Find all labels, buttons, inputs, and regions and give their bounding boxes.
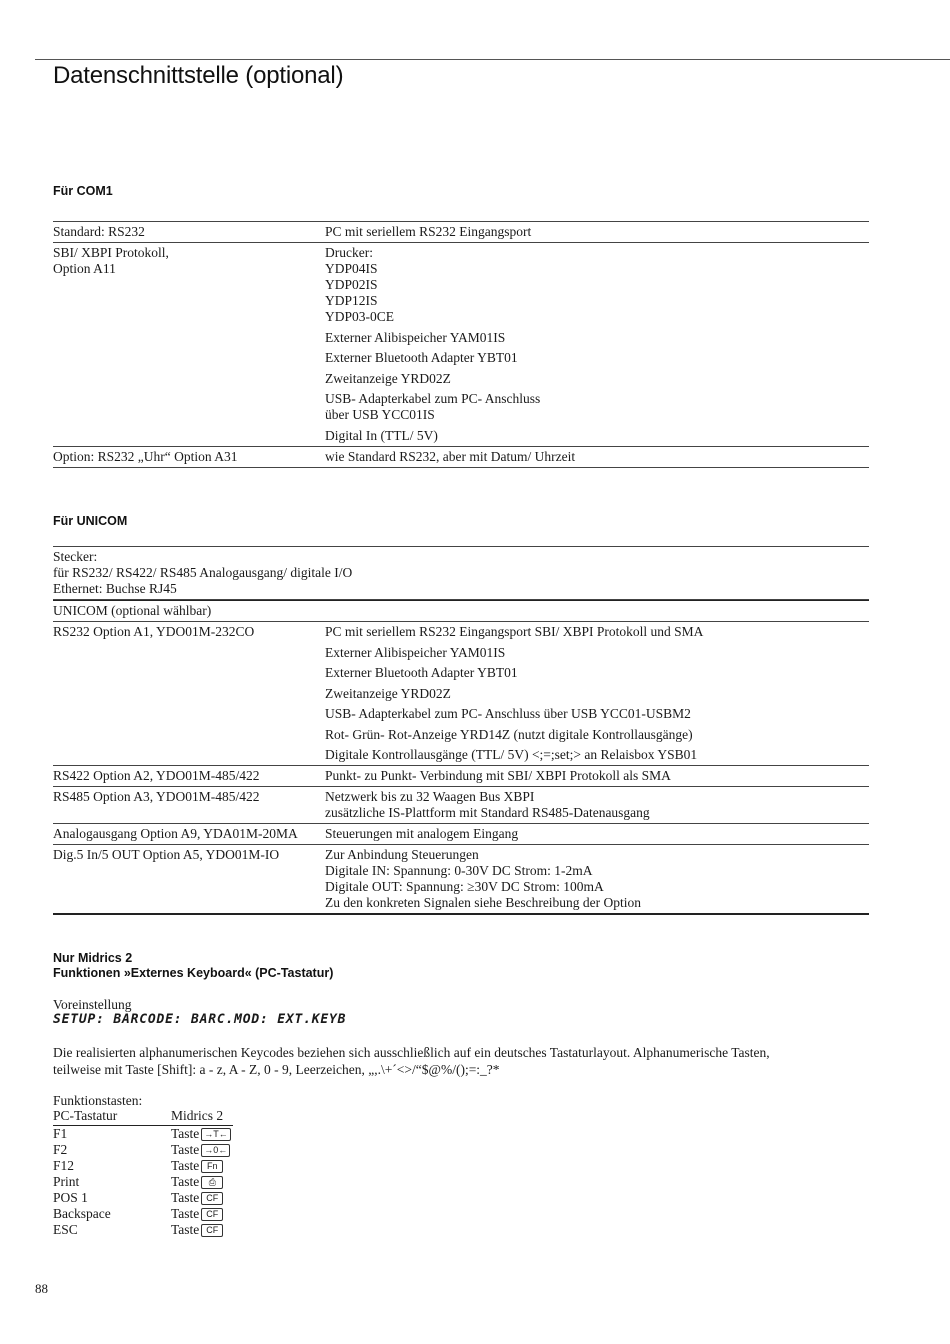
function-key-row	[53, 1126, 233, 1142]
pc-key-name: ESC	[53, 1222, 78, 1237]
row-label-line: Analogausgang Option A9, YDA01M-20MA	[53, 826, 298, 841]
table-row	[53, 622, 869, 766]
key-prefix: Taste	[171, 1126, 200, 1141]
function-key-row	[53, 1142, 233, 1158]
function-key-row	[53, 1222, 233, 1238]
value-line: YDP02IS	[325, 277, 378, 292]
value-line: USB- Adapterkabel zum PC- Anschluss	[325, 391, 541, 406]
unicom-optional-label: UNICOM (optional wählbar)	[53, 603, 212, 618]
value-line: Externer Alibispeicher YAM01IS	[325, 329, 506, 345]
table-row	[53, 766, 869, 787]
value-group	[325, 428, 869, 444]
value-group	[325, 224, 869, 240]
function-keys-header	[53, 1108, 233, 1126]
row-label	[53, 245, 323, 277]
table-row	[53, 824, 869, 845]
row-value	[325, 787, 869, 823]
pc-key-name: F1	[53, 1126, 68, 1141]
unicom-table	[53, 546, 869, 915]
value-line: zusätzliche IS-Plattform mit Standard RS485-Datenausgang	[325, 805, 650, 820]
value-group	[325, 245, 869, 325]
row-value	[325, 447, 869, 467]
page-title: Datenschnittstelle (optional)	[53, 62, 344, 89]
value-line: PC mit seriellem RS232 Eingangsport	[325, 224, 532, 239]
function-key-row	[53, 1174, 233, 1190]
col-pc-header: PC-Tastatur	[53, 1108, 118, 1123]
table-row	[53, 845, 869, 915]
key-prefix: Taste	[171, 1158, 200, 1173]
value-line: Digitale IN: Spannung: 0-30V DC Strom: 1-2mA	[325, 863, 593, 878]
row-label	[53, 768, 323, 784]
row-value	[325, 766, 869, 786]
value-group	[325, 727, 869, 743]
key-symbol-icon: →0←	[201, 1144, 230, 1157]
midrics-key	[171, 1190, 223, 1206]
value-line: Punkt- zu Punkt- Verbindung mit SBI/ XBPI Protokoll als SMA	[325, 768, 671, 783]
value-line: wie Standard RS232, aber mit Datum/ Uhrzeit	[325, 448, 576, 464]
value-group	[325, 624, 869, 640]
row-value	[325, 824, 869, 844]
function-keys-table	[53, 1108, 233, 1238]
table-row	[53, 787, 869, 824]
value-line: Drucker:	[325, 245, 373, 260]
value-line: Netzwerk bis zu 32 Waagen Bus XBPI	[325, 789, 535, 804]
key-prefix: Taste	[171, 1142, 200, 1157]
value-group	[325, 350, 869, 366]
value-line: Digital In (TTL/ 5V)	[325, 427, 438, 443]
key-prefix: Taste	[171, 1174, 200, 1189]
pc-key-name: F12	[53, 1158, 75, 1173]
value-line: Externer Bluetooth Adapter YBT01	[325, 665, 518, 680]
row-value	[325, 845, 869, 913]
function-key-row	[53, 1158, 233, 1174]
midrics-key	[171, 1206, 223, 1222]
value-group	[325, 391, 869, 423]
function-keys-label: Funktionstasten:	[53, 1093, 143, 1108]
value-line: Zweitanzeige YRD02Z	[325, 685, 451, 701]
row-label-line: RS422 Option A2, YDO01M-485/422	[53, 768, 260, 783]
value-line: Digitale Kontrollausgänge (TTL/ 5V) <;=;set;> an Relaisbox YSB01	[325, 747, 698, 762]
value-group	[325, 330, 869, 346]
row-label	[53, 449, 323, 465]
description-line-2: teilweise mit Taste [Shift]: a - z, A - Z, 0 - 9, Leerzeichen, „,.\+´<>/“$@%/();=:_?*	[53, 1062, 500, 1077]
pc-key-name: F2	[53, 1142, 68, 1157]
col-midrics-header: Midrics 2	[171, 1108, 224, 1123]
value-line: Digitale OUT: Spannung: ≥30V DC Strom: 100mA	[325, 879, 604, 894]
value-group	[325, 706, 869, 722]
row-value	[325, 243, 869, 446]
unicom-intro-line: Ethernet: Buchse RJ45	[53, 581, 177, 596]
unicom-optional-row	[53, 600, 869, 622]
pc-key-name: Print	[53, 1174, 80, 1189]
key-symbol-icon: CF	[201, 1192, 223, 1205]
row-value	[325, 622, 869, 765]
key-symbol-icon: Fn	[201, 1160, 223, 1173]
midrics-key	[171, 1126, 231, 1142]
row-label-line: RS232 Option A1, YDO01M-232CO	[53, 624, 255, 639]
unicom-intro-line: für RS232/ RS422/ RS485 Analogausgang/ digitale I/O	[53, 565, 353, 580]
value-line: Externer Alibispeicher YAM01IS	[325, 644, 506, 660]
table-row	[53, 447, 869, 468]
value-line: YDP12IS	[325, 293, 378, 308]
value-line: Zweitanzeige YRD02Z	[325, 370, 451, 386]
value-group	[325, 768, 869, 784]
key-prefix: Taste	[171, 1190, 200, 1205]
pc-key-name: POS 1	[53, 1190, 88, 1205]
top-rule	[35, 59, 950, 60]
preset-path: SETUP: BARCODE: BARC.MOD: EXT.KEYB	[53, 1012, 347, 1027]
value-group	[325, 371, 869, 387]
midrics-key	[171, 1158, 223, 1174]
row-label	[53, 224, 323, 240]
value-group	[325, 686, 869, 702]
table-row	[53, 243, 869, 447]
unicom-intro-line: Stecker:	[53, 549, 98, 564]
key-symbol-icon: CF	[201, 1208, 223, 1221]
value-line: USB- Adapterkabel zum PC- Anschluss über USB YCC01-USBM2	[325, 706, 691, 721]
row-label-line: Option: RS232 „Uhr“ Option A31	[53, 448, 238, 464]
row-label-line: Dig.5 In/5 OUT Option A5, YDO01M-IO	[53, 847, 280, 862]
row-value	[325, 222, 869, 242]
midrics-key	[171, 1222, 223, 1238]
midrics-heading: Nur Midrics 2	[53, 951, 133, 965]
row-label	[53, 847, 323, 863]
unicom-intro-row	[53, 546, 869, 600]
page-number: 88	[35, 1281, 48, 1296]
table-row	[53, 221, 869, 243]
row-label-line: Option A11	[53, 261, 116, 276]
value-group	[325, 747, 869, 763]
value-line: PC mit seriellem RS232 Eingangsport SBI/ XBPI Protokoll und SMA	[325, 624, 704, 639]
value-line: YDP03-0CE	[325, 309, 395, 324]
com1-table	[53, 221, 869, 468]
function-key-row	[53, 1190, 233, 1206]
pc-key-name: Backspace	[53, 1206, 111, 1221]
key-symbol-icon: →T←	[201, 1128, 231, 1141]
midrics-key	[171, 1142, 230, 1158]
key-prefix: Taste	[171, 1206, 200, 1221]
value-line: Steuerungen mit analogem Eingang	[325, 826, 519, 841]
preset-label: Voreinstellung	[53, 997, 132, 1012]
value-line: über USB YCC01IS	[325, 407, 435, 422]
row-label	[53, 826, 323, 842]
value-group	[325, 665, 869, 681]
value-line: Zur Anbindung Steuerungen	[325, 847, 479, 862]
value-group	[325, 449, 869, 465]
value-group	[325, 789, 869, 821]
key-prefix: Taste	[171, 1222, 200, 1237]
unicom-heading: Für UNICOM	[53, 514, 128, 528]
row-label-line: RS485 Option A3, YDO01M-485/422	[53, 789, 260, 804]
value-line: Externer Bluetooth Adapter YBT01	[325, 350, 518, 365]
value-group	[325, 826, 869, 842]
value-line: Rot- Grün- Rot-Anzeige YRD14Z (nutzt digitale Kontrollausgänge)	[325, 726, 693, 742]
com1-heading: Für COM1	[53, 184, 113, 198]
description-line-1: Die realisierten alphanumerischen Keycodes beziehen sich ausschließlich auf ein deutsches Tastaturlayout. Alphanumerische Tasten,	[53, 1045, 770, 1060]
function-key-row	[53, 1206, 233, 1222]
row-label	[53, 789, 323, 805]
midrics-key	[171, 1174, 223, 1190]
midrics-subheading: Funktionen »Externes Keyboard« (PC-Tastatur)	[53, 966, 334, 980]
key-symbol-icon: ⎙	[201, 1176, 223, 1189]
row-label-line: Standard: RS232	[53, 224, 145, 239]
value-group	[325, 645, 869, 661]
value-line: Zu den konkreten Signalen siehe Beschreibung der Option	[325, 895, 642, 910]
value-group	[325, 847, 869, 911]
value-line: YDP04IS	[325, 261, 378, 276]
row-label	[53, 624, 323, 640]
key-symbol-icon: CF	[201, 1224, 223, 1237]
row-label-line: SBI/ XBPI Protokoll,	[53, 245, 169, 260]
